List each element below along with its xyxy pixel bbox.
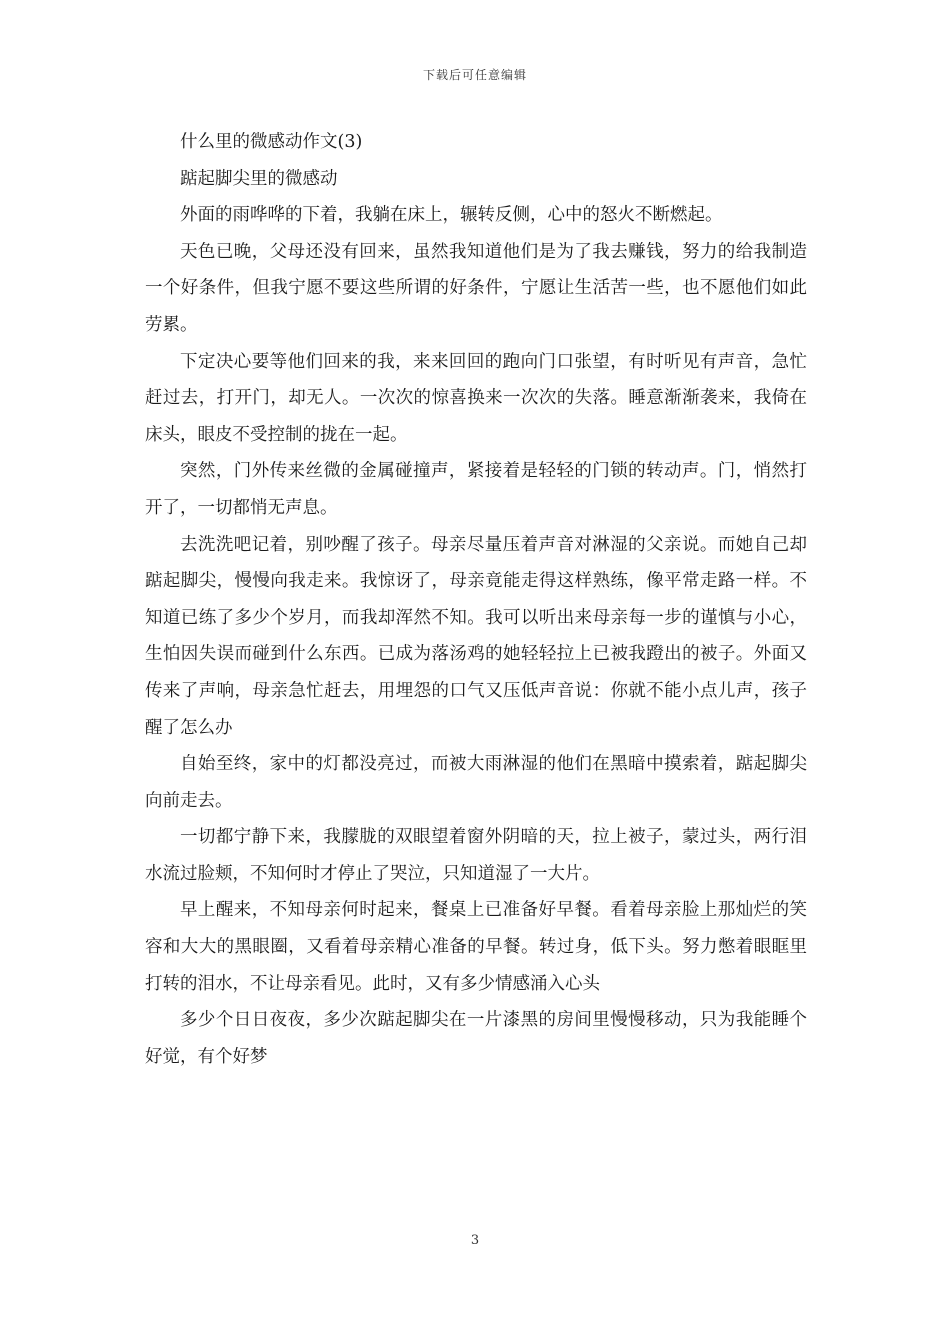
paragraph: 去洗洗吧记着，别吵醒了孩子。母亲尽量压着声音对淋湿的父亲说。而她自己却踮起脚尖，慢慢向我走来。我惊讶了，母亲竟能走得这样熟练，像平常走路一样。不知道已练了多少个岁月，而我却浑然不知。我可以听出来母亲每一步的谨慎与小心，生怕因失误而碰到什么东西。已成为落汤鸡的她轻轻拉上已被我蹬出的被子。外面又传来了声响，母亲急忙赶去，用埋怨的口气又压低声音说：你就不能小点儿声，孩子醒了怎么办: [145, 534, 807, 738]
document-body: [145, 124, 807, 1075]
page-header-note: 下载后可任意编辑: [422, 68, 527, 82]
page-number: 3: [470, 1233, 480, 1248]
paragraph: 天色已晚，父母还没有回来，虽然我知道他们是为了我去赚钱，努力的给我制造一个好条件，但我宁愿不要这些所谓的好条件，宁愿让生活苦一些，也不愿他们如此劳累。: [145, 241, 807, 335]
paragraph: 突然，门外传来丝微的金属碰撞声，紧接着是轻轻的门锁的转动声。门，悄然打开了，一切都悄无声息。: [145, 461, 807, 518]
paragraph: 下定决心要等他们回来的我，来来回回的跑向门口张望，有时听见有声音，急忙赶过去，打开门，却无人。一次次的惊喜换来一次次的失落。睡意渐渐袭来，我倚在床头，眼皮不受控制的拢在一起。: [145, 351, 807, 445]
paragraph: 一切都宁静下来，我朦胧的双眼望着窗外阴暗的天，拉上被子，蒙过头，两行泪水流过脸颊，不知何时才停止了哭泣，只知道湿了一大片。: [145, 827, 807, 884]
document-title: 什么里的微感动作文(3): [180, 132, 363, 152]
paragraph: 早上醒来，不知母亲何时起来，餐桌上已准备好早餐。看着母亲脸上那灿烂的笑容和大大的黑眼圈，又看着母亲精心准备的早餐。转过身，低下头。努力憋着眼眶里打转的泪水，不让母亲看见。此时，又有多少情感涌入心头: [145, 900, 807, 994]
paragraph: 多少个日日夜夜，多少次踮起脚尖在一片漆黑的房间里慢慢移动，只为我能睡个好觉，有个好梦: [145, 1010, 807, 1067]
paragraph: 自始至终，家中的灯都没亮过，而被大雨淋湿的他们在黑暗中摸索着，踮起脚尖向前走去。: [145, 754, 807, 811]
document-subtitle: 踮起脚尖里的微感动: [180, 168, 338, 189]
paragraph: 外面的雨哗哗的下着，我躺在床上，辗转反侧，心中的怒火不断燃起。: [180, 205, 723, 226]
